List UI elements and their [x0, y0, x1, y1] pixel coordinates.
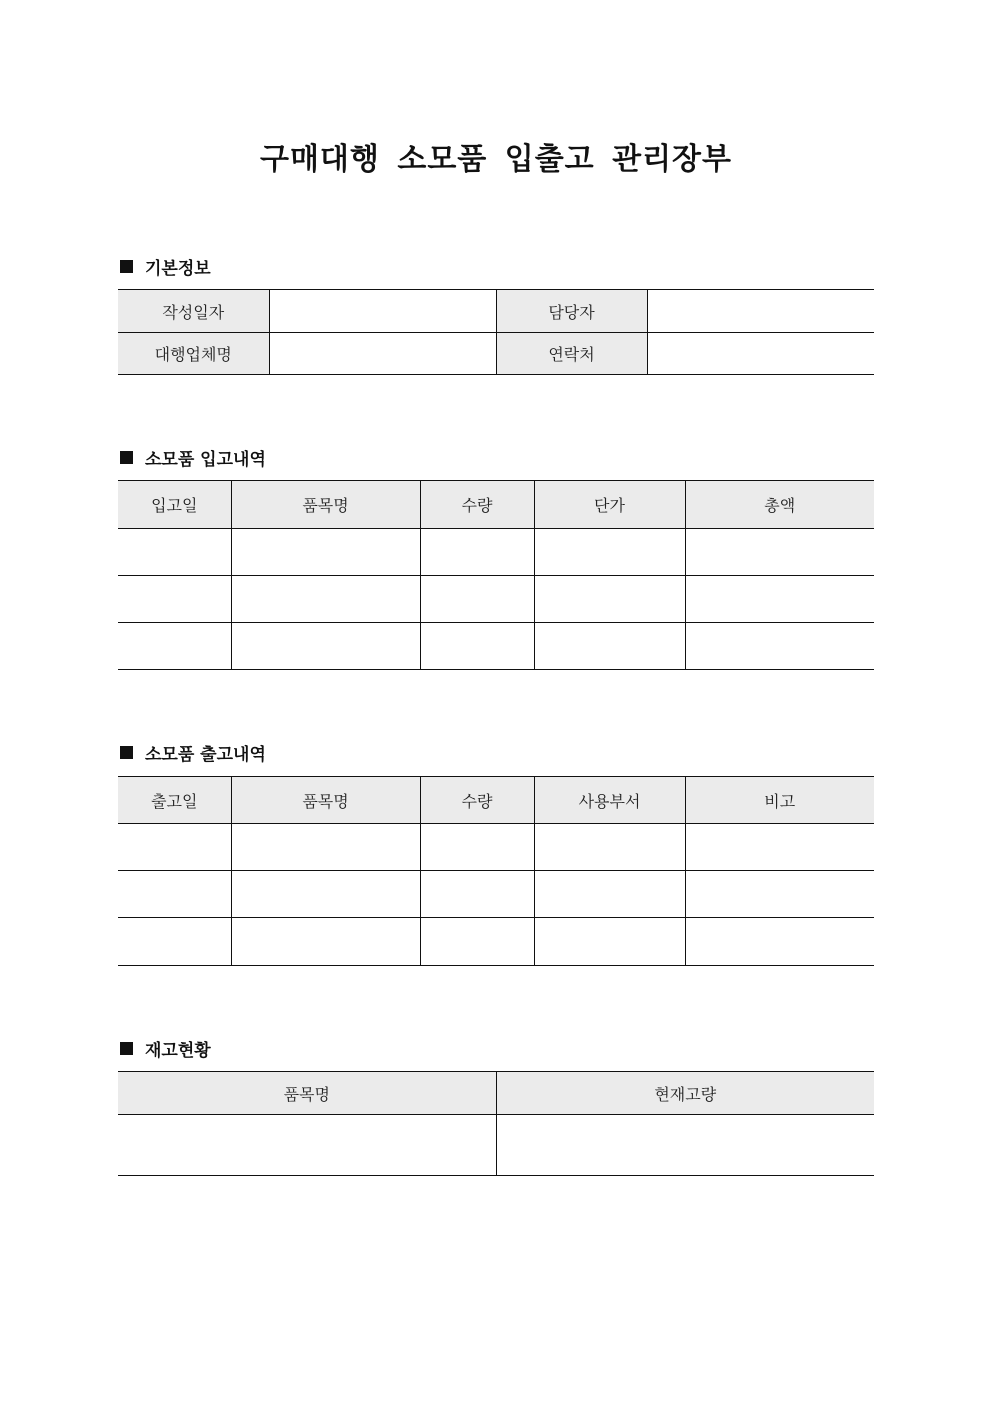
stock-table [118, 1071, 874, 1176]
column-header: 품목명 [118, 1072, 496, 1115]
basic-info-table [118, 289, 874, 375]
column-header: 총액 [685, 481, 874, 529]
table-row [118, 871, 874, 918]
table-cell[interactable] [420, 918, 534, 966]
label-cell: 연락처 [496, 333, 647, 375]
table-cell[interactable] [534, 871, 685, 918]
column-header: 수량 [420, 777, 534, 824]
heading-text: 소모품 입고내역 [145, 450, 266, 470]
table-cell[interactable] [231, 623, 420, 670]
heading-text: 소모품 출고내역 [145, 745, 266, 765]
table-cell[interactable] [534, 529, 685, 576]
table-cell[interactable] [534, 824, 685, 871]
table-cell[interactable] [534, 918, 685, 966]
heading-text: 재고현황 [145, 1041, 211, 1061]
table-cell[interactable] [118, 576, 231, 623]
square-bullet-icon [120, 451, 133, 464]
table-row [118, 1115, 874, 1176]
table-cell[interactable] [685, 871, 874, 918]
table-cell[interactable] [231, 918, 420, 966]
table-row [118, 623, 874, 670]
table-cell[interactable] [231, 576, 420, 623]
column-header: 출고일 [118, 777, 231, 824]
table-cell[interactable] [118, 824, 231, 871]
table-cell[interactable] [118, 918, 231, 966]
table-row [118, 918, 874, 966]
heading-text: 기본정보 [145, 259, 211, 279]
table-cell[interactable] [685, 623, 874, 670]
table-cell[interactable] [231, 824, 420, 871]
column-header: 단가 [534, 481, 685, 529]
contact-field[interactable] [647, 333, 874, 375]
table-cell[interactable] [420, 824, 534, 871]
table-cell[interactable] [685, 824, 874, 871]
table-cell[interactable] [685, 576, 874, 623]
page-title: 구매대행 소모품 입출고 관리장부 [259, 142, 733, 177]
column-header: 현재고량 [496, 1072, 874, 1115]
table-cell[interactable] [534, 576, 685, 623]
square-bullet-icon [120, 260, 133, 273]
table-cell[interactable] [534, 623, 685, 670]
column-header: 품목명 [231, 481, 420, 529]
outbound-table [118, 776, 874, 966]
inbound-table [118, 480, 874, 670]
label-cell: 대행업체명 [118, 333, 269, 375]
table-cell[interactable] [118, 623, 231, 670]
manager-field[interactable] [647, 290, 874, 333]
table-cell[interactable] [231, 529, 420, 576]
section-heading-basic [120, 254, 211, 279]
column-header: 입고일 [118, 481, 231, 529]
column-header: 수량 [420, 481, 534, 529]
table-cell[interactable] [231, 871, 420, 918]
table-cell[interactable] [420, 623, 534, 670]
square-bullet-icon [120, 1042, 133, 1055]
column-header: 비고 [685, 777, 874, 824]
table-cell[interactable] [118, 529, 231, 576]
section-heading-outbound [120, 740, 266, 765]
square-bullet-icon [120, 746, 133, 759]
section-heading-stock [120, 1036, 211, 1061]
table-cell[interactable] [420, 871, 534, 918]
table-cell[interactable] [685, 529, 874, 576]
section-heading-inbound [120, 445, 266, 470]
agency-field[interactable] [269, 333, 496, 375]
table-cell[interactable] [118, 1115, 496, 1176]
table-cell[interactable] [685, 918, 874, 966]
table-row [118, 529, 874, 576]
table-row [118, 824, 874, 871]
table-row [118, 576, 874, 623]
table-cell[interactable] [496, 1115, 874, 1176]
table-cell[interactable] [420, 576, 534, 623]
date-field[interactable] [269, 290, 496, 333]
column-header: 사용부서 [534, 777, 685, 824]
table-cell[interactable] [118, 871, 231, 918]
table-cell[interactable] [420, 529, 534, 576]
column-header: 품목명 [231, 777, 420, 824]
label-cell: 작성일자 [118, 290, 269, 333]
label-cell: 담당자 [496, 290, 647, 333]
